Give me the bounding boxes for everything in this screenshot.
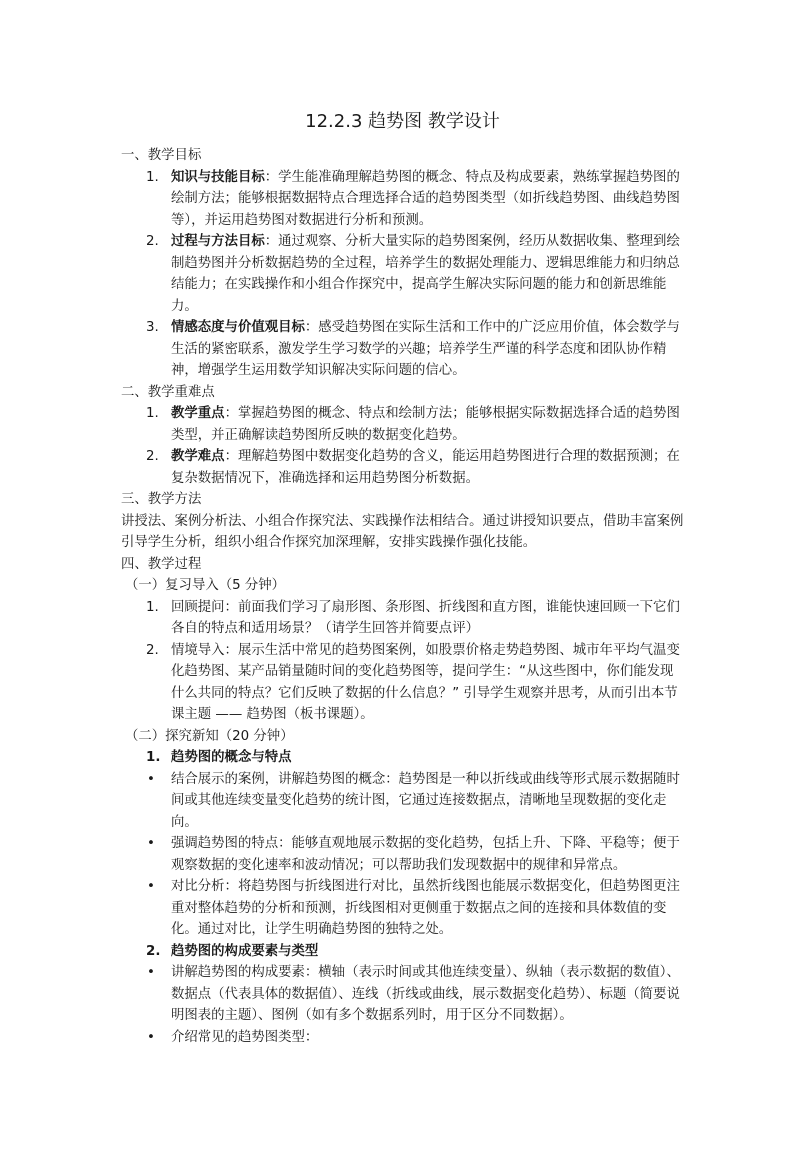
item-label: 趋势图的概念与特点 [171, 750, 292, 765]
bullet-item [121, 1027, 686, 1049]
list-item [121, 231, 686, 317]
item-text: ：掌握趋势图的概念、特点和绘制方法；能够根据实际数据选择合适的趋势图类型，并正确解读趋势图所反映的数据变化趋势。 [171, 406, 680, 443]
item-text: ：通过观察、分析大量实际的趋势图案例，经历从数据收集、整理到绘制趋势图并分析数据趋势的全过程，培养学生的数据处理能力、逻辑思维能力和归纳总结能力；在实践操作和小组合作探究中，提高学生解决实际问题的能力和创新思维能力。 [171, 234, 680, 314]
bullet-icon: • [147, 836, 155, 851]
bullet-text: 介绍常见的趋势图类型： [171, 1029, 319, 1045]
list-number: 1. [146, 406, 159, 421]
item-text: 回顾提问：前面我们学习了扇形图、条形图、折线图和直方图，谁能快速回顾一下它们各自的特点和适用场景？（请学生回答并简要点评） [171, 599, 680, 636]
section-heading-objectives: 一、教学目标 [121, 148, 202, 163]
list-number: 3. [146, 320, 159, 335]
subsection-heading-explore: （二）探究新知（20 分钟） [125, 728, 294, 744]
bullet-text: 结合展示的案例，讲解趋势图的概念：趋势图是一种以折线或曲线等形式展示数据随时间或其他连续变量变化趋势的统计图，它通过连接数据点，清晰地呈现数据的变化走向。 [171, 771, 680, 830]
item-label: 教学重点 [171, 406, 225, 421]
document-title: 12.2.3 趋势图 教学设计 [305, 111, 500, 132]
bullet-text: 强调趋势图的特点：能够直观地展示数据的变化趋势，包括上升、下降、平稳等；便于观察数据的变化速率和波动情况；可以帮助我们发现数据中的规律和异常点。 [171, 836, 680, 873]
bullet-text: 讲解趋势图的构成要素：横轴（表示时间或其他连续变量）、纵轴（表示数据的数值）、数据点（代表具体的数据值）、连线（折线或曲线，展示数据变化趋势）、标题（简要说明图表的主题）、图例（如有多个数据系列时，用于区分不同数据）。 [171, 965, 680, 1023]
list-number: 2. [146, 943, 161, 959]
list-number: 1. [146, 599, 159, 615]
section-heading-process: 四、教学过程 [121, 556, 202, 572]
section-heading-key-points: 二、教学重难点 [121, 384, 215, 400]
list-item [121, 747, 686, 769]
methods-paragraph: 讲授法、案例分析法、小组合作探究法、实践操作法相结合。通过讲授知识要点，借助丰富案例引导学生分析，组织小组合作探究加深理解，安排实践操作强化技能。 [121, 513, 684, 550]
bullet-icon: • [147, 965, 155, 980]
list-number: 1. [146, 169, 159, 185]
bullet-icon: • [147, 771, 155, 787]
list-item [121, 317, 686, 382]
item-label: 知识与技能目标 [171, 169, 265, 185]
item-label: 过程与方法目标 [171, 234, 265, 249]
list-item [121, 446, 686, 489]
item-text: ：理解趋势图中数据变化趋势的含义，能运用趋势图进行合理的数据预测；在复杂数据情况下，准确选择和运用趋势图分析数据。 [171, 449, 680, 486]
item-label: 情感态度与价值观目标 [171, 320, 305, 335]
bullet-item [121, 769, 686, 834]
item-text: 情境导入：展示生活中常见的趋势图案例，如股票价格走势趋势图、城市年平均气温变化趋势图、某产品销量随时间的变化趋势图等，提问学生：“从这些图中，你们能发现什么共同的特点？它们反映了数据的什么信息？” 引导学生观察并思考，从而引出本节课主题 —— 趋势图（板书课题）。 [171, 642, 680, 722]
bullet-item [121, 962, 686, 1027]
bullet-item [121, 833, 686, 876]
list-number: 2. [146, 234, 159, 249]
bullet-icon: • [147, 1029, 155, 1045]
bullet-text: 对比分析：将趋势图与折线图进行对比，虽然折线图也能展示数据变化，但趋势图更注重对整体趋势的分析和预测，折线图相对更侧重于数据点之间的连接和具体数值的变化。通过对比，让学生明确趋势图的独特之处。 [171, 879, 680, 937]
document-body [121, 145, 686, 1048]
list-number: 2. [146, 642, 159, 658]
list-item [121, 403, 686, 446]
item-text: ：学生能准确理解趋势图的概念、特点及构成要素，熟练掌握趋势图的绘制方法；能够根据数据特点合理选择合适的趋势图类型（如折线趋势图、曲线趋势图等），并运用趋势图对数据进行分析和预测。 [171, 169, 680, 228]
list-number: 1. [146, 750, 161, 765]
section-heading-methods: 三、教学方法 [121, 492, 202, 507]
list-item [121, 941, 686, 963]
item-label: 教学难点 [171, 449, 225, 464]
bullet-item [121, 876, 686, 941]
list-item [121, 597, 686, 640]
item-text: ：感受趋势图在实际生活和工作中的广泛应用价值，体会数学与生活的紧密联系，激发学生学习数学的兴趣；培养学生严谨的科学态度和团队协作精神，增强学生运用数学知识解决实际问题的信心。 [171, 320, 680, 378]
list-item [121, 640, 686, 726]
list-item [121, 167, 686, 232]
subsection-heading-review: （一）复习导入（5 分钟） [125, 578, 286, 593]
bullet-icon: • [147, 879, 155, 894]
list-number: 2. [146, 449, 159, 464]
item-label: 趋势图的构成要素与类型 [171, 943, 319, 959]
